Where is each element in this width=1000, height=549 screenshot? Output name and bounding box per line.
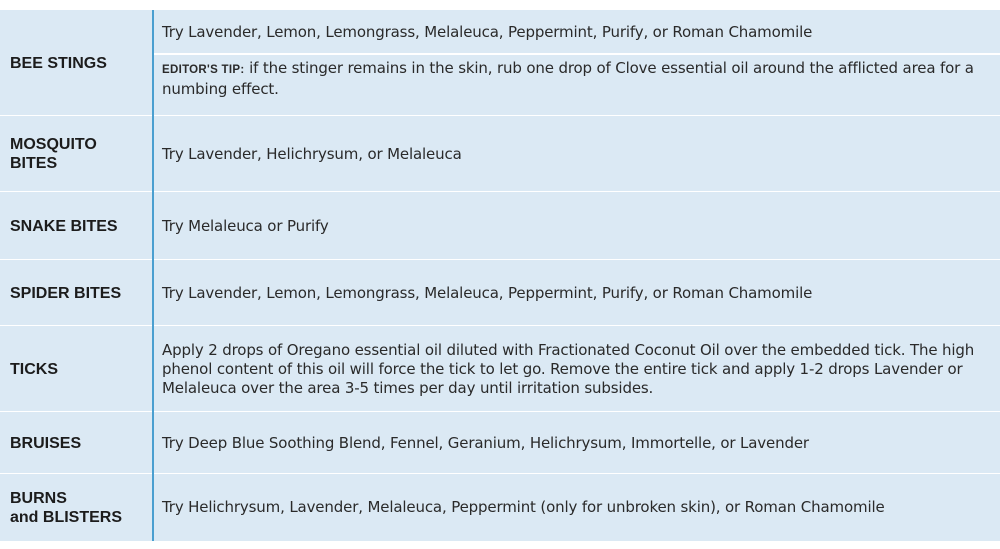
row-label: SPIDER BITES bbox=[10, 284, 122, 302]
table-row-bruises bbox=[0, 412, 1000, 474]
row-label-line: and BLISTERS bbox=[10, 508, 123, 526]
editor-tip-text: if the stinger remains in the skin, rub one drop of Clove essential oil around the afflicted area for a numbing effect. bbox=[162, 59, 974, 98]
table-row-snake-bites bbox=[0, 192, 1000, 260]
remedy-text: Try Lavender, Helichrysum, or Melaleuca bbox=[162, 144, 462, 163]
editor-tip bbox=[162, 55, 990, 115]
row-label: BRUISES bbox=[10, 434, 82, 452]
table-row-mosquito-bites bbox=[0, 116, 1000, 192]
row-label: SNAKE BITES bbox=[10, 217, 118, 235]
column-divider bbox=[152, 10, 154, 541]
table-row-burns-and-blisters bbox=[0, 474, 1000, 541]
table-row-bee-stings bbox=[0, 10, 1000, 116]
editor-tip-label: EDITOR'S TIP: bbox=[162, 64, 245, 76]
row-label: BEE STINGS bbox=[10, 54, 107, 72]
row-label-line: BURNS bbox=[10, 489, 67, 507]
remedies-table bbox=[0, 10, 1000, 541]
row-label: MOSQUITO BITES bbox=[10, 136, 97, 172]
row-label: TICKS bbox=[10, 360, 58, 378]
remedy-text: Try Deep Blue Soothing Blend, Fennel, Geranium, Helichrysum, Immortelle, or Lavender bbox=[162, 433, 809, 452]
row-label bbox=[10, 474, 148, 541]
table-row-spider-bites bbox=[0, 260, 1000, 326]
table-row-ticks bbox=[0, 326, 1000, 412]
remedy-text: Try Lavender, Lemon, Lemongrass, Melaleuca, Peppermint, Purify, or Roman Chamomile bbox=[162, 22, 813, 41]
remedy-text: Try Helichrysum, Lavender, Melaleuca, Peppermint (only for unbroken skin), or Roman Chamomile bbox=[162, 498, 885, 516]
remedy-text: Try Melaleuca or Purify bbox=[162, 216, 329, 235]
remedy-text: Apply 2 drops of Oregano essential oil diluted with Fractionated Coconut Oil over the embedded tick. The high phenol content of this oil will force the tick to let go. Remove the entire tick and apply 1-2 drops Lavender or Melaleuca over the area 3-5 times per day until irritation subsides. bbox=[162, 340, 975, 397]
remedy-text: Try Lavender, Lemon, Lemongrass, Melaleuca, Peppermint, Purify, or Roman Chamomile bbox=[162, 283, 813, 302]
